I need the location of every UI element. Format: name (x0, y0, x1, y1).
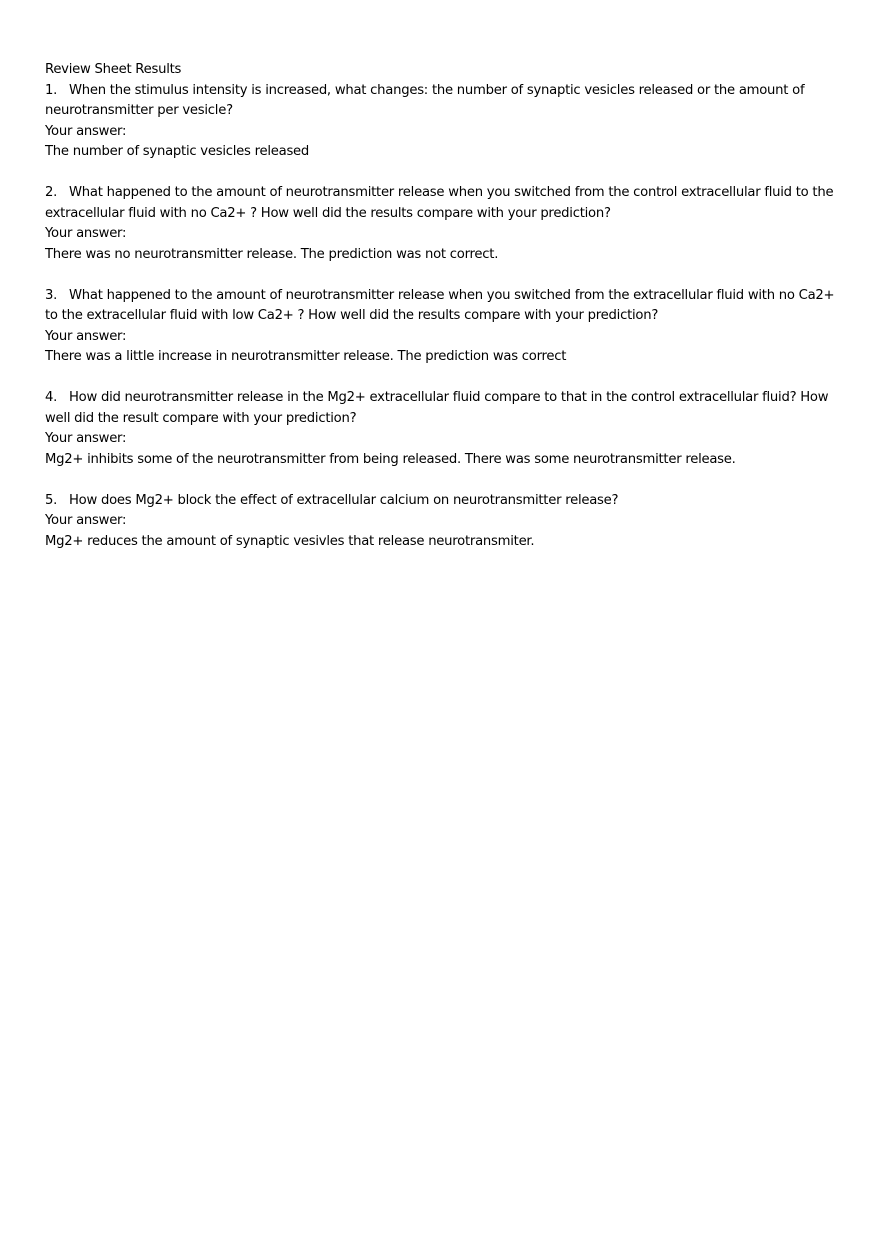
question-block-3 (45, 286, 835, 368)
answer-text: Mg2+ reduces the amount of synaptic vesivles that release neurotransmiter. (45, 533, 535, 549)
answer-text: There was no neurotransmitter release. The prediction was not correct. (45, 246, 499, 262)
question-text: 1. When the stimulus intensity is increased, what changes: the number of synaptic vesicles released or the amount of (45, 81, 835, 102)
review-sheet (45, 60, 835, 552)
answer-label: Your answer: (45, 328, 127, 344)
answer-label: Your answer: (45, 123, 127, 139)
answer-label: Your answer: (45, 226, 127, 241)
question-number: 1. (45, 82, 58, 98)
question-number: 2. (45, 185, 58, 200)
question-text: 5. How does Mg2+ block the effect of extracellular calcium on neurotransmitter release? (45, 491, 835, 512)
spacer (45, 368, 835, 389)
question-text-continued: well did the result compare with your prediction? (45, 410, 357, 426)
question-block-1 (45, 81, 835, 163)
spacer (45, 163, 835, 184)
page-title: Review Sheet Results (45, 62, 182, 77)
question-number: 5. (45, 492, 58, 508)
answer-label: Your answer: (45, 513, 127, 528)
question-text: 3. What happened to the amount of neurotransmitter release when you switched from the extracellular fluid with no Ca2+ (45, 286, 835, 307)
spacer (45, 265, 835, 286)
question-text-continued: neurotransmitter per vesicle? (45, 103, 233, 118)
question-block-5 (45, 491, 835, 553)
answer-text: Mg2+ inhibits some of the neurotransmitter from being released. There was some neurotransmitter release. (45, 451, 736, 467)
answer-label: Your answer: (45, 431, 127, 446)
question-block-2 (45, 183, 835, 265)
question-text: 4. How did neurotransmitter release in the Mg2+ extracellular fluid compare to that in the control extracellular fluid? How (45, 388, 835, 409)
question-number: 3. (45, 287, 58, 303)
question-text-continued: to the extracellular fluid with low Ca2+ ? How well did the results compare with your prediction? (45, 308, 659, 323)
answer-text: The number of synaptic vesicles released (45, 144, 310, 159)
question-block-4 (45, 388, 835, 470)
spacer (45, 470, 835, 491)
question-number: 4. (45, 390, 58, 405)
question-text-continued: extracellular fluid with no Ca2+ ? How well did the results compare with your prediction? (45, 205, 611, 221)
question-text: 2. What happened to the amount of neurotransmitter release when you switched from the control extracellular fluid to the (45, 183, 835, 204)
answer-text: There was a little increase in neurotransmitter release. The prediction was correct (45, 349, 567, 364)
